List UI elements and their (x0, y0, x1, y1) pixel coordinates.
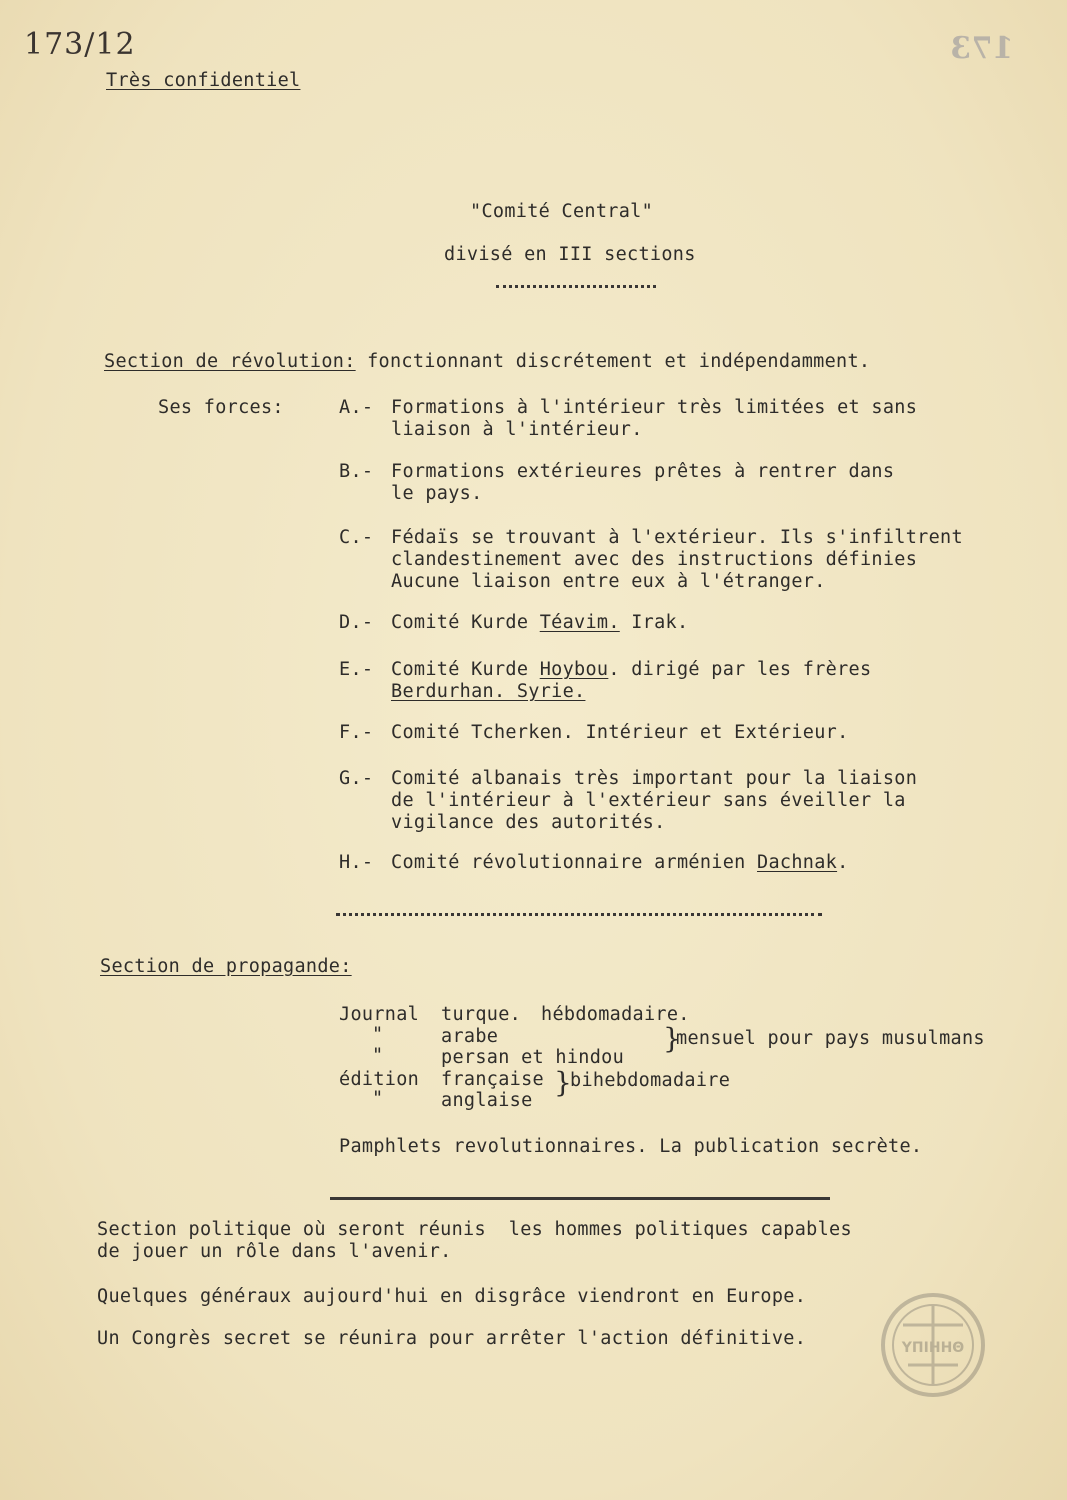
force-item-text: le pays. (391, 483, 483, 504)
force-item-text (391, 612, 688, 634)
congress-text: Un Congrès secret se réunira pour arrêter l'action définitive. (97, 1328, 807, 1349)
politics-text: Section politique où seront réunis les hommes politiques capables (97, 1219, 852, 1240)
force-item-text: clandestinement avec des instructions définies (391, 549, 918, 570)
generals-text: Quelques généraux aujourd'hui en disgrâce viendront en Europe. (97, 1286, 807, 1307)
politics-text: de jouer un rôle dans l'avenir. (97, 1241, 452, 1262)
force-letter: D.- (339, 612, 374, 633)
document-title: "Comité Central" (470, 201, 654, 222)
journal-language: turque. (441, 1004, 522, 1025)
edition-label: édition (339, 1069, 420, 1090)
force-letter: A.- (339, 397, 374, 418)
journal-frequency: mensuel pour pays musulmans (676, 1028, 985, 1049)
force-item-text (391, 852, 849, 874)
force-item-text: liaison à l'intérieur. (391, 419, 643, 440)
section-divider (330, 1197, 830, 1200)
edition-language: française (441, 1069, 544, 1090)
force-item-prefix: Comité révolutionnaire arménien (391, 852, 758, 873)
edition-frequency: bihebdomadaire (570, 1070, 731, 1091)
confidentiality-label: Très confidentiel (106, 70, 301, 91)
journal-language: persan et hindou (441, 1047, 625, 1068)
force-item-text: Fédaïs se trouvant à l'extérieur. Ils s'infiltrent (391, 527, 963, 548)
force-item-text: Formations extérieures prêtes à rentrer dans (391, 461, 895, 482)
force-letter: G.- (339, 768, 374, 789)
force-letter: E.- (339, 659, 374, 680)
revolution-description: fonctionnant discrétement et indépendamment. (355, 351, 871, 372)
force-item-text (391, 659, 871, 681)
right-brace: } (663, 1022, 681, 1055)
organization-name: Hoybou (539, 659, 609, 680)
revolution-heading: Section de révolution: (104, 351, 356, 372)
forces-label: Ses forces: (158, 397, 284, 418)
ditto-mark: " (372, 1045, 384, 1066)
force-item-text: Comité albanais très important pour la liaison (391, 768, 918, 789)
revolution-section-line (104, 351, 870, 373)
journal-label: Journal (339, 1004, 420, 1025)
pamphlets-line: Pamphlets revolutionnaires. La publication secrète. (339, 1136, 923, 1157)
force-letter: C.- (339, 527, 374, 548)
force-item-text: de l'intérieur à l'extérieur sans éveiller la (391, 790, 906, 811)
force-item-prefix: Comité Kurde (391, 612, 540, 633)
edition-language: anglaise (441, 1090, 533, 1111)
organization-name: Téavim. (539, 612, 620, 633)
force-item-text: Comité Tcherken. Intérieur et Extérieur. (391, 722, 849, 743)
force-item-text: Formations à l'intérieur très limitées et sans (391, 397, 918, 418)
ditto-mark: " (372, 1088, 384, 1109)
title-divider (496, 285, 656, 288)
force-item-suffix: . (837, 852, 849, 873)
section-divider (336, 913, 822, 916)
journal-frequency: hébdomadaire. (541, 1004, 690, 1025)
journal-language: arabe (441, 1026, 499, 1047)
archive-seal-logo-icon (878, 1285, 988, 1405)
force-item-suffix: Irak. (619, 612, 689, 633)
stamped-folio-number: 173 (950, 31, 1014, 66)
propaganda-heading: Section de propagande: (100, 956, 352, 977)
force-item-text: vigilance des autorités. (391, 812, 666, 833)
organization-name: Dachnak (757, 852, 838, 873)
right-brace: } (554, 1066, 572, 1099)
ditto-mark: " (372, 1024, 384, 1045)
force-item-suffix: . dirigé par les frères (608, 659, 872, 680)
force-item-prefix: Comité Kurde (391, 659, 540, 680)
document-subtitle: divisé en III sections (444, 244, 696, 265)
force-item-text: Berdurhan. Syrie. (391, 681, 586, 702)
force-item-text: Aucune liaison entre eux à l'étranger. (391, 571, 826, 592)
force-letter: H.- (339, 852, 374, 873)
force-letter: F.- (339, 722, 374, 743)
force-letter: B.- (339, 461, 374, 482)
handwritten-folio-number: 173/12 (24, 27, 136, 62)
seal-text: ΥΠΙΗΗΘ (901, 1340, 965, 1356)
